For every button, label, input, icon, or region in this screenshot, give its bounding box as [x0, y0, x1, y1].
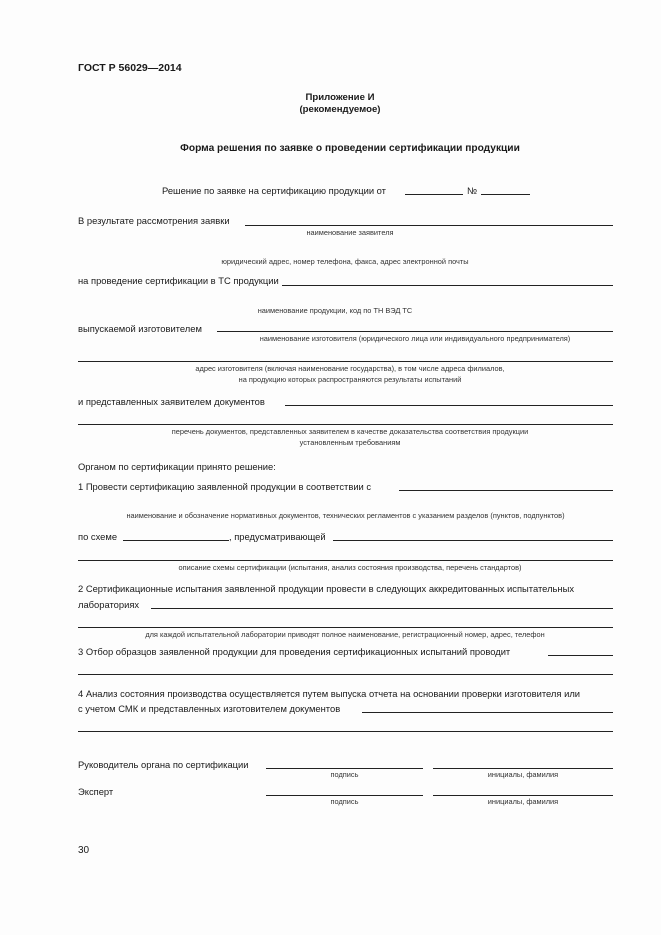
- head-signature-caption: подпись: [330, 770, 359, 779]
- annex-title: Приложение И: [305, 92, 375, 103]
- page-number: 30: [78, 845, 90, 856]
- date-blank[interactable]: [405, 194, 463, 195]
- item1-blank[interactable]: [399, 490, 613, 491]
- head-initials-caption: инициалы, фамилия: [487, 770, 559, 779]
- applicant-blank[interactable]: [245, 225, 613, 226]
- expert-signature-label: Эксперт: [78, 786, 114, 797]
- scheme-description-blank[interactable]: [333, 540, 613, 541]
- item4-text-line2: с учетом СМК и представленных изготовителем документов: [78, 703, 341, 714]
- doc-title: Форма решения по заявке о проведении сертификации продукции: [180, 143, 520, 154]
- number-sign: №: [467, 185, 478, 196]
- documents-caption-1: перечень документов, представленных заявителем в качестве доказательства соответствия продукции: [171, 427, 529, 436]
- documents-label: и представленных заявителем документов: [78, 396, 265, 407]
- head-signature-blank[interactable]: [266, 768, 423, 769]
- item3-blank[interactable]: [548, 655, 613, 656]
- item1-text: 1 Провести сертификацию заявленной продукции в соответствии с: [78, 481, 372, 492]
- decision-line-text: Решение по заявке на сертификацию продукции от: [162, 185, 386, 196]
- manufacturer-name-caption: наименование изготовителя (юридического лица или индивидуального предпринимателя): [259, 334, 571, 343]
- standard-header: ГОСТ Р 56029—2014: [78, 62, 182, 74]
- expert-name-blank[interactable]: [433, 795, 613, 796]
- scheme-prefix: по схеме: [78, 531, 118, 542]
- certification-tc-label: на проведение сертификации в ТС продукции: [78, 275, 279, 286]
- scheme-middle: , предусматривающей: [229, 531, 326, 542]
- manufacturer-label: выпускаемой изготовителем: [78, 323, 202, 334]
- documents-blank-1[interactable]: [285, 405, 613, 406]
- scheme-description-blank-2[interactable]: [78, 560, 613, 561]
- manufacturer-address-caption-2: на продукцию которых распространяются результаты испытаний: [238, 375, 462, 384]
- item4-text-line1: 4 Анализ состояния производства осуществляется путем выпуска отчета на основании проверки изготовителя или: [78, 688, 581, 699]
- item2-blank-2[interactable]: [78, 627, 613, 628]
- applicant-address-caption: юридический адрес, номер телефона, факса, адрес электронной почты: [221, 257, 469, 266]
- item3-text: 3 Отбор образцов заявленной продукции для проведения сертификационных испытаний проводит: [78, 646, 511, 657]
- item3-blank-2[interactable]: [78, 674, 613, 675]
- scheme-blank[interactable]: [123, 540, 229, 541]
- product-blank[interactable]: [282, 285, 613, 286]
- item4-blank-2[interactable]: [78, 731, 613, 732]
- item2-text-line2: лабораториях: [78, 599, 140, 610]
- documents-caption-2: установленным требованиям: [299, 438, 401, 447]
- documents-blank-2[interactable]: [78, 424, 613, 425]
- item2-caption: для каждой испытательной лаборатории приводят полное наименование, регистрационный номер, адрес, телефон: [145, 630, 545, 639]
- item2-blank[interactable]: [151, 608, 613, 609]
- annex-kind: (рекомендуемое): [299, 104, 381, 115]
- item4-blank[interactable]: [362, 712, 613, 713]
- review-label: В результате рассмотрения заявки: [78, 215, 230, 226]
- manufacturer-blank[interactable]: [217, 331, 613, 332]
- manufacturer-address-blank[interactable]: [78, 361, 613, 362]
- expert-signature-blank[interactable]: [266, 795, 423, 796]
- expert-initials-caption: инициалы, фамилия: [487, 797, 559, 806]
- applicant-name-caption: наименование заявителя: [306, 228, 394, 237]
- item2-text-line1: 2 Сертификационные испытания заявленной продукции провести в следующих аккредитованных испытательных: [78, 583, 575, 594]
- number-blank[interactable]: [481, 194, 530, 195]
- head-name-blank[interactable]: [433, 768, 613, 769]
- item1-caption: наименование и обозначение нормативных документов, технических регламентов с указанием разделов (пунктов, подпунктов): [126, 511, 565, 520]
- manufacturer-address-caption-1: адрес изготовителя (включая наименование государства), в том числе адреса филиалов,: [195, 364, 505, 373]
- product-name-caption: наименование продукции, код по ТН ВЭД ТС: [257, 306, 413, 315]
- decision-heading: Органом по сертификации принято решение:: [78, 461, 276, 472]
- head-signature-label: Руководитель органа по сертификации: [78, 759, 249, 770]
- scheme-caption: описание схемы сертификации (испытания, анализ состояния производства, перечень стандартов): [178, 563, 522, 572]
- expert-signature-caption: подпись: [330, 797, 359, 806]
